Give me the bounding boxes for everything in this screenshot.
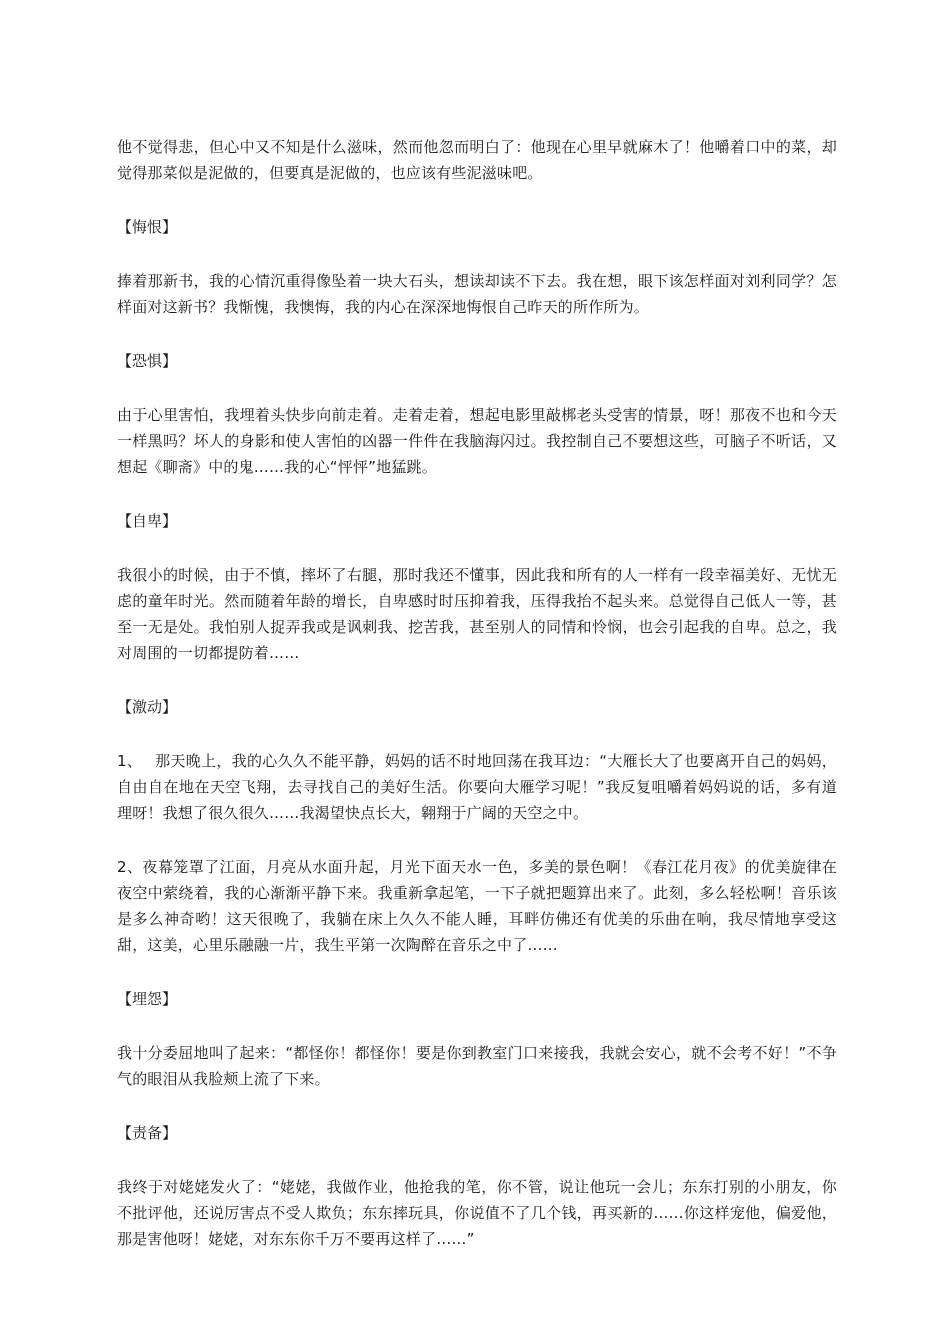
paragraph: 我终于对姥姥发火了：“姥姥，我做作业，他抢我的笔，你不管，说让他玩一会儿；东东打别的小朋友，你不批评他，还说厉害点不受人欺负；东东摔玩具，你说值不了几个钱，再买新的……你这样宠他，偏爱他，那是害他呀！姥姥，对东东你千万不要再这样了……”	[117, 1178, 837, 1248]
paragraph: 我很小的时候，由于不慎，摔坏了右腿，那时我还不懂事，因此我和所有的人一样有一段幸福美好、无忧无虑的童年时光。然而随着年龄的增长，自卑感时时压抑着我，压得我抬不起头来。总觉得自己低人一等，甚至一无是处。我怕别人捉弄我或是讽刺我、挖苦我，甚至别人的同情和怜悯，也会引起我的自卑。总之，我对周围的一切都提防着……	[117, 566, 837, 662]
section-heading-fear: 【恐惧】	[117, 352, 178, 370]
paragraph-numbered-2: 2、夜幕笼罩了江面，月亮从水面升起，月光下面天水一色，多美的景色啊！《春江花月夜》的优美旋律在夜空中萦绕着，我的心渐渐平静下来。我重新拿起笔，一下子就把题算出来了。此刻，多么轻松啊！音乐该是多么神奇哟！这天很晚了，我躺在床上久久不能人睡，耳畔仿佛还有优美的乐曲在响，我尽情地享受这甜，这美，心里乐融融一片，我生平第一次陶醉在音乐之中了……	[117, 858, 837, 954]
section-heading-reproach: 【责备】	[117, 1124, 178, 1142]
paragraph: 捧着那新书，我的心情沉重得像坠着一块大石头，想读却读不下去。我在想，眼下该怎样面对刘利同学？怎样面对这新书？我惭愧，我懊悔，我的内心在深深地悔恨自己昨天的所作所为。	[117, 272, 837, 316]
paragraph-numbered-1: 1、 那天晚上，我的心久久不能平静，妈妈的话不时地回荡在我耳边：“大雁长大了也要离开自己的妈妈，自由自在地在天空飞翔，去寻找自己的美好生活。你要向大雁学习呢！”我反复咀嚼着妈妈说的话，多有道理呀！我想了很久很久……我渴望快点长大，翱翔于广阔的天空之中。	[117, 752, 837, 822]
paragraph: 他不觉得悲，但心中又不知是什么滋味，然而他忽而明白了：他现在心里早就麻木了！他嚼着口中的菜，却觉得那菜似是泥做的，但要真是泥做的，也应该有些泥滋味吧。	[117, 138, 837, 182]
section-heading-excitement: 【激动】	[117, 698, 178, 716]
section-heading-complaint: 【埋怨】	[117, 990, 178, 1008]
document-body	[117, 134, 837, 1252]
paragraph: 由于心里害怕，我埋着头快步向前走着。走着走着，想起电影里敲梆老头受害的情景，呀！那夜不也和今天一样黑吗？坏人的身影和使人害怕的凶器一件件在我脑海闪过。我控制自己不要想这些，可脑子不听话，又想起《聊斋》中的鬼……我的心“怦怦”地猛跳。	[117, 406, 837, 476]
section-heading-regret: 【悔恨】	[117, 218, 178, 236]
paragraph: 我十分委屈地叫了起来：“都怪你！都怪你！要是你到教室门口来接我，我就会安心，就不会考不好！”不争气的眼泪从我脸颊上流了下来。	[117, 1044, 837, 1088]
section-heading-inferiority: 【自卑】	[117, 512, 178, 530]
